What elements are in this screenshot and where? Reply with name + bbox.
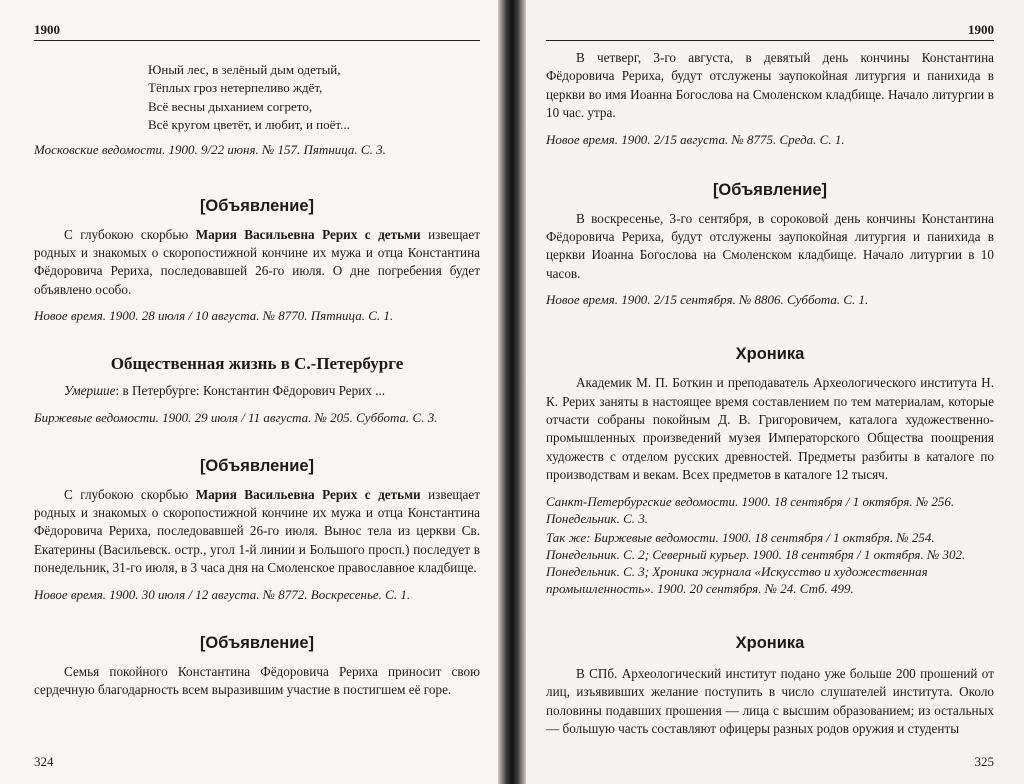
announcement-heading: [Объявление]	[712, 180, 828, 199]
chronicle-1	[546, 344, 994, 596]
chronicle-source: Санкт-Петербургские ведомости. 1900. 18 сентября / 1 октября. № 256. Понедельник. С. 3.	[546, 493, 955, 526]
announcement-source: Новое время. 1900. 30 июля / 12 августа. № 8772. Воскресенье. С. 1.	[34, 586, 411, 602]
family-name: Мария Васильевна Рерих с детьми	[195, 226, 421, 242]
page-number-right: 325	[974, 754, 994, 769]
announcement-3	[34, 633, 480, 700]
social-source: Биржевые ведомости. 1900. 29 июля / 11 августа. № 205. Суббота. С. 3.	[34, 409, 438, 425]
chronicle-2	[546, 633, 994, 739]
announcement-heading: [Объявление]	[199, 196, 315, 215]
poem-line: Всё весны дыханием согрето,	[148, 98, 313, 114]
announcement-source: Новое время. 1900. 2/15 сентября. № 8806. Суббота. С. 1.	[546, 292, 869, 308]
book-gutter	[498, 0, 526, 784]
deceased-label: Умершие	[64, 383, 116, 399]
family-name: Мария Васильевна Рерих с детьми	[195, 486, 421, 502]
poem-line: Тёплых гроз нетерпеливо ждёт,	[148, 80, 323, 96]
social-text: Умершие: в Петербурге: Константин Фёдорович Рерих ...	[64, 383, 386, 399]
memorial-source: Новое время. 1900. 2/15 августа. № 8775. Среда. С. 1.	[546, 131, 845, 147]
running-head-left: 1900	[34, 22, 480, 41]
section-heading: Общественная жизнь в С.-Петербурге	[110, 354, 404, 374]
left-page	[0, 0, 498, 784]
poem-line: Юный лес, в зелёный дым одетый,	[148, 62, 341, 77]
poem-line: Всё кругом цветёт, и любит, и поёт...	[148, 117, 350, 133]
social-life-section	[34, 354, 480, 425]
announcement-heading: [Объявление]	[199, 456, 315, 475]
announcement-text: С глубокою скорбью Мария Васильевна Рерих с детьми извещает родных и знакомых о скоропостижной кончине их мужа и отца Константина Фёдоровича Рериха, последовавшей 26-го июля. О дне погребения будет объявлено особо.	[34, 226, 480, 297]
running-head-right: 1900	[546, 22, 994, 41]
announcement-text: В воскресенье, 3-го сентября, в сороковой день кончины Константина Фёдоровича Рериха, будут отслужены заупокойная литургия и панихида в церкви Иоанна Богослова на Смоленском кладбище. Начало литургии в 10 часов.	[546, 210, 994, 281]
memorial-text: В четверг, 3-го августа, в девятый день кончины Константина Фёдоровича Рериха, будут отслужены заупокойная литургия и панихида в церкви во имя Иоанна Богослова на Смоленском кладбище. Начало литургии в 10 час. утра.	[546, 50, 994, 121]
chronicle-text: Академик М. П. Боткин и преподаватель Археологического института Н. К. Рерих заняты в настоящее время составлением по тем материалам, которые отчасти собраны покойным Д. В. Григоровичем, каталога художественно-промышленных произведений музея Императорского Общества поощрения художеств с отделом русских древностей. Предметы разбиты в каталоге по производствам и векам. Всех предметов в каталоге 12 тысяч.	[546, 375, 994, 483]
announcement-text: С глубокою скорбью Мария Васильевна Рерих с детьми извещает родных и знакомых о скоропостижной кончине их мужа и отца Константина Фёдоровича Рериха, последовавшей 26-го июля. Вынос тела из церкви Св. Екатерины (Васильевск. остр., угол 1-й линии и Большого просп.) последует в понедельник, 31-го июля, в 3 часа дня на Смоленское православное кладбище.	[34, 486, 480, 576]
announcement-source: Новое время. 1900. 28 июля / 10 августа. № 8770. Пятница. С. 1.	[34, 308, 394, 324]
announcement-4	[546, 180, 994, 309]
poem	[148, 61, 480, 135]
right-page	[526, 0, 1024, 784]
announcement-heading: [Объявление]	[199, 633, 315, 652]
chronicle-source-also: Так же: Биржевые ведомости. 1900. 18 сентября / 1 октября. № 254. Понедельник. С. 2; Северный курьер. 1900. 18 сентября / 1 октября. № 302. Понедельник. С. 3; Хроника журнала «Искусство и художественная промышленность». 1900. 20 сентября. № 24. Стб. 499.	[546, 529, 966, 596]
chronicle-heading: Хроника	[735, 633, 805, 652]
announcement-text: Семья покойного Константина Фёдоровича Рериха приносит свою сердечную благодарность всем выразившим участие в постигшем её горе.	[34, 663, 480, 698]
chronicle-text: В СПб. Археологический институт подано уже больше 200 прошений от лиц, изъявивших желание поступить в число слушателей института. Около половины подавших прошения — лица с высшим образованием; из остальных — большую часть составляют офицеры разных родов оружия и студенты	[546, 665, 994, 736]
page-number-left: 324	[34, 754, 54, 769]
chronicle-heading: Хроника	[735, 345, 805, 364]
poem-source: Московские ведомости. 1900. 9/22 июня. № 157. Пятница. С. 3.	[34, 141, 386, 157]
announcement-1	[34, 196, 480, 325]
announcement-2	[34, 456, 480, 603]
